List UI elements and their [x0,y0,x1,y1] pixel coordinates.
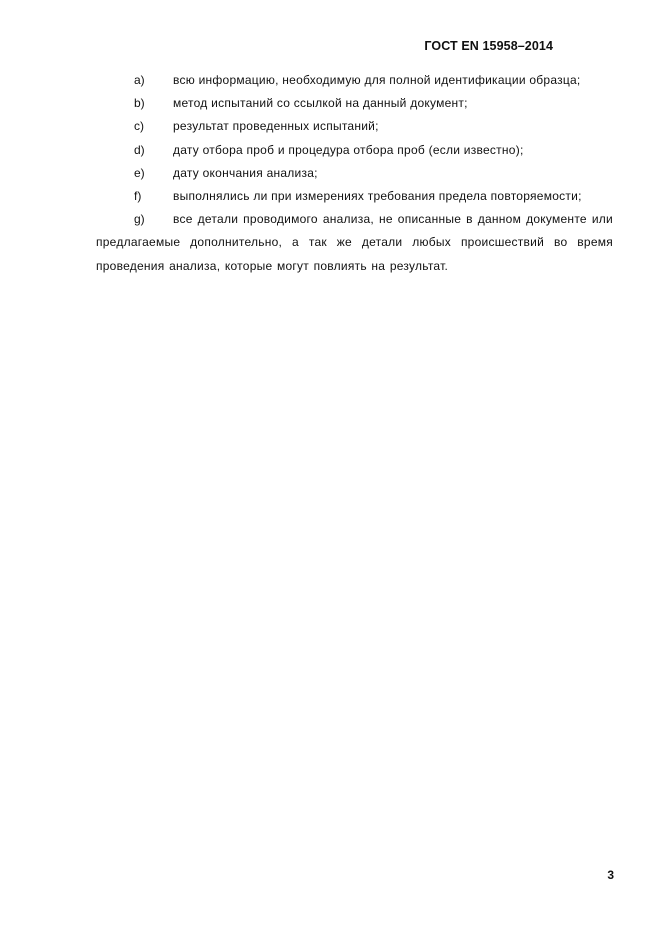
standard-designation: ГОСТ EN 15958–2014 [424,39,553,53]
list-item-marker: f) [134,189,142,204]
list-item-text: все детали проводимого анализа, не описанные в данном документе или предлагаемые дополнительно, а так же детали любых происшествий во время проведения анализа, которые могут повлиять на результат. [96,212,613,273]
list-item [96,185,613,208]
list-item [96,92,613,115]
list-item-text: метод испытаний со ссылкой на данный документ; [173,96,468,111]
list-item [96,115,613,138]
list-item [96,162,613,185]
list-item-marker: g) [134,212,145,227]
list-item [96,69,613,92]
list-item-text: всю информацию, необходимую для полной идентификации образца; [173,73,581,87]
list-item-text: выполнялись ли при измерениях требования предела повторяемости; [173,189,582,204]
list-item-marker: d) [134,142,145,157]
list-item-text: дату окончания анализа; [173,165,318,180]
report-requirements-list [96,69,613,278]
list-item-marker: e) [134,165,145,180]
list-item [96,208,613,278]
list-item-text: результат проведенных испытаний; [173,119,379,134]
list-item-marker: b) [134,96,145,111]
list-item-marker: c) [134,119,144,134]
page-number: 3 [607,868,614,882]
list-item-text: дату отбора проб и процедура отбора проб (если известно); [173,142,524,157]
list-item [96,139,613,162]
list-item-marker: a) [134,73,145,87]
